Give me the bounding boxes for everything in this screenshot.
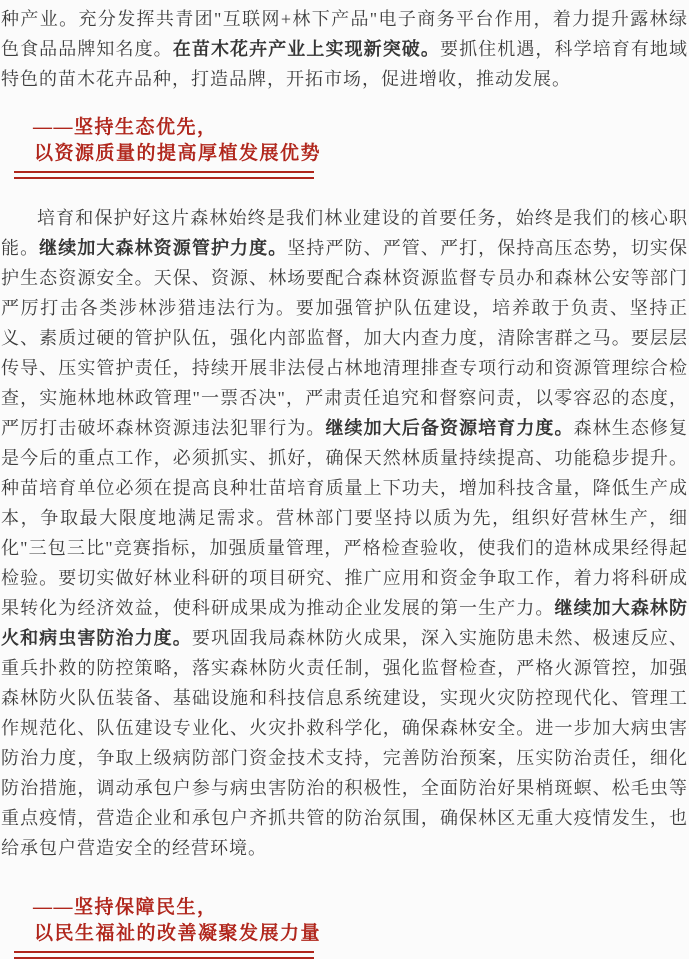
bold-topic-sentence: 继续加大森林资源管护力度。 (39, 238, 288, 258)
paragraph-main (1, 203, 688, 863)
section-heading-line2: 以资源质量的提高厚植发展优势 (34, 143, 322, 164)
paragraph-text: 坚持严防、严管、严打，保持高压态势，切实保护生态资源安全。天保、资源、林场要配合森林资源监督专员办和森林公安等部门严厉打击各类涉林涉猎违法行为。要加强管护队伍建设，培养敢于负责、坚持正义、素质过硬的管护队伍，强化内部监督，加大内查力度，清除害群之马。要层层传导、压实管护责任，持续开展非法侵占林地清理排查专项行动和资源管理综合检查，实施林地林政管理"一票否决"，严肃责任追究和督察问责，以零容忍的态度，严厉打击破坏森林资源违法犯罪行为。 (1, 238, 689, 438)
paragraph-text: 培育和保护好这片森林始终是我们林业建设的首要任务，始终是我们的核心职能。 (1, 208, 688, 258)
section-heading-line1: ——坚持保障民生， (33, 897, 218, 918)
section-heading-line1: ——坚持生态优先， (33, 117, 218, 138)
double-rule-divider (14, 171, 314, 179)
paragraph-text: 要巩固我局森林防火成果，深入实施防患未然、极速反应、重兵扑救的防控策略，落实森林防火责任制，强化监督检查，严格火源管控，加强森林防火队伍装备、基础设施和科技信息系统建设，实现火灾防控现代化、管理工作规范化、队伍建设专业化、火灾扑救科学化，确保森林安全。进一步加大病虫害防治力度，争取上级病防部门资金技术支持，完善防治预案，压实防治责任，细化防治措施，调动承包户参与病虫害防治的积极性，全面防治好果梢斑螟、松毛虫等重点疫情，营造企业和承包户齐抓共管的防治氛围，确保林区无重大疫情发生，也给承包户营造安全的经营环境。 (1, 628, 688, 858)
paragraph-text: 要抓住机遇，科学培育有地域特色的苗木花卉品种，打造品牌，开拓市场，促进增收，推动发展。 (1, 39, 689, 89)
double-rule-divider (14, 951, 314, 959)
paragraph-text: 种产业。充分发挥共青团"互联网+林下产品"电子商务平台作用，着力提升露林绿色食品品牌知名度。 (1, 9, 688, 59)
section-heading-ecology (1, 115, 688, 179)
paragraph-continuation (1, 4, 688, 94)
bold-topic-sentence: 在苗木花卉产业上实现新突破。 (172, 39, 440, 59)
paragraph-text: 森林生态修复是今后的重点工作，必须抓实、抓好，确保天然林质量持续提高、功能稳步提升。种苗培育单位必须在提高良种壮苗培育质量上下功夫，增加科技含量，降低生产成本，争取最大限度地满足需求。营林部门要坚持以质为先，组织好营林生产，细化"三包三比"竞赛指标，加强质量管理，严格检查验收，使我们的造林成果经得起检验。要切实做好林业科研的项目研究、推广应用和资金争取工作，着力将科研成果转化为经济效益，使科研成果成为推动企业发展的第一生产力。 (1, 418, 689, 618)
bold-topic-sentence: 继续加大后备资源培育力度。 (325, 418, 574, 438)
section-heading-line2: 以民生福祉的改善凝聚发展力量 (34, 923, 322, 944)
section-heading-livelihood (1, 895, 688, 959)
bold-topic-sentence: 继续加大森林防火和病虫害防治力度。 (1, 598, 688, 648)
